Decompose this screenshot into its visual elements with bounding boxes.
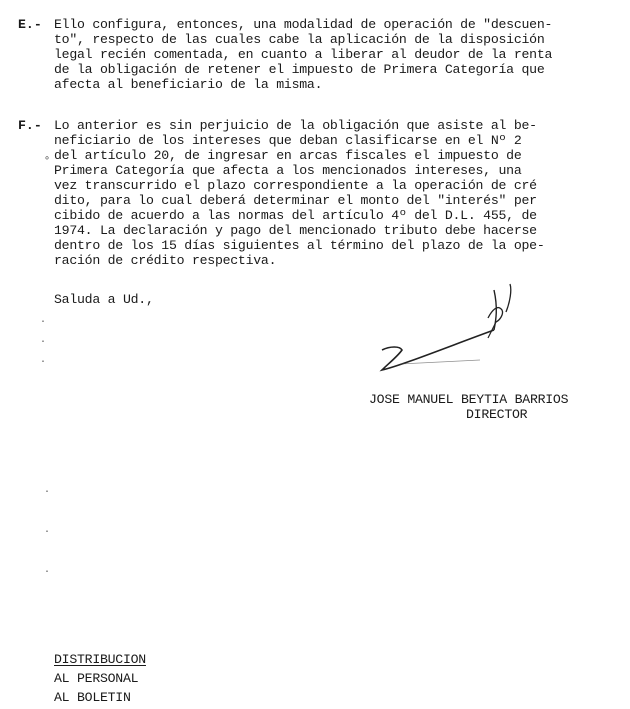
section-f-line: del artículo 20, de ingresar en arcas fiscales el impuesto de [54,148,522,163]
section-e-line: to", respecto de las cuales cabe la aplicación de la disposición [54,32,545,47]
signer-name: JOSE MANUEL BEYTIA BARRIOS [369,392,569,407]
section-e-line: afecta al beneficiario de la misma. [54,77,323,92]
handwritten-signature [370,280,530,380]
section-f-line: dito, para lo cual deberá determinar el monto del "interés" per [54,193,537,208]
section-f-line: 1974. La declaración y pago del mencionado tributo debe hacerse [54,223,537,238]
margin-speck: ∘ [44,154,51,165]
section-f-line: cibido de acuerdo a las normas del artículo 4º del D.L. 455, de [54,208,537,223]
margin-speck: · [44,567,51,578]
margin-speck: · [40,317,47,328]
signer-title: DIRECTOR [466,407,528,422]
section-e-line: legal recién comentada, en cuanto a liberar al deudor de la renta [54,47,553,62]
margin-speck: · [40,337,47,348]
margin-speck: · [44,487,51,498]
section-e-line: de la obligación de retener el impuesto de Primera Categoría que [54,62,545,77]
section-f-line: dentro de los 15 días siguientes al término del plazo de la ope- [54,238,545,253]
section-f-line: Primera Categoría que afecta a los mencionados intereses, una [54,163,522,178]
distribution-item: AL BOLETIN [54,690,131,705]
section-f-line: Lo anterior es sin perjuicio de la obligación que asiste al be- [54,118,537,133]
margin-speck: · [44,527,51,538]
section-e-label: E.- [18,17,42,32]
section-f-line: neficiario de los intereses que deban clasificarse en el Nº 2 [54,133,522,148]
distribution-title: DISTRIBUCION [54,652,146,667]
margin-speck: · [40,357,47,368]
section-e-line: Ello configura, entonces, una modalidad de operación de "descuen- [54,17,553,32]
distribution-item: AL PERSONAL [54,671,139,686]
section-f-line: ración de crédito respectiva. [54,253,277,268]
section-f-line: vez transcurrido el plazo correspondiente a la operación de cré [54,178,537,193]
section-f-label: F.- [18,118,42,133]
closing-salutation: Saluda a Ud., [54,292,154,307]
